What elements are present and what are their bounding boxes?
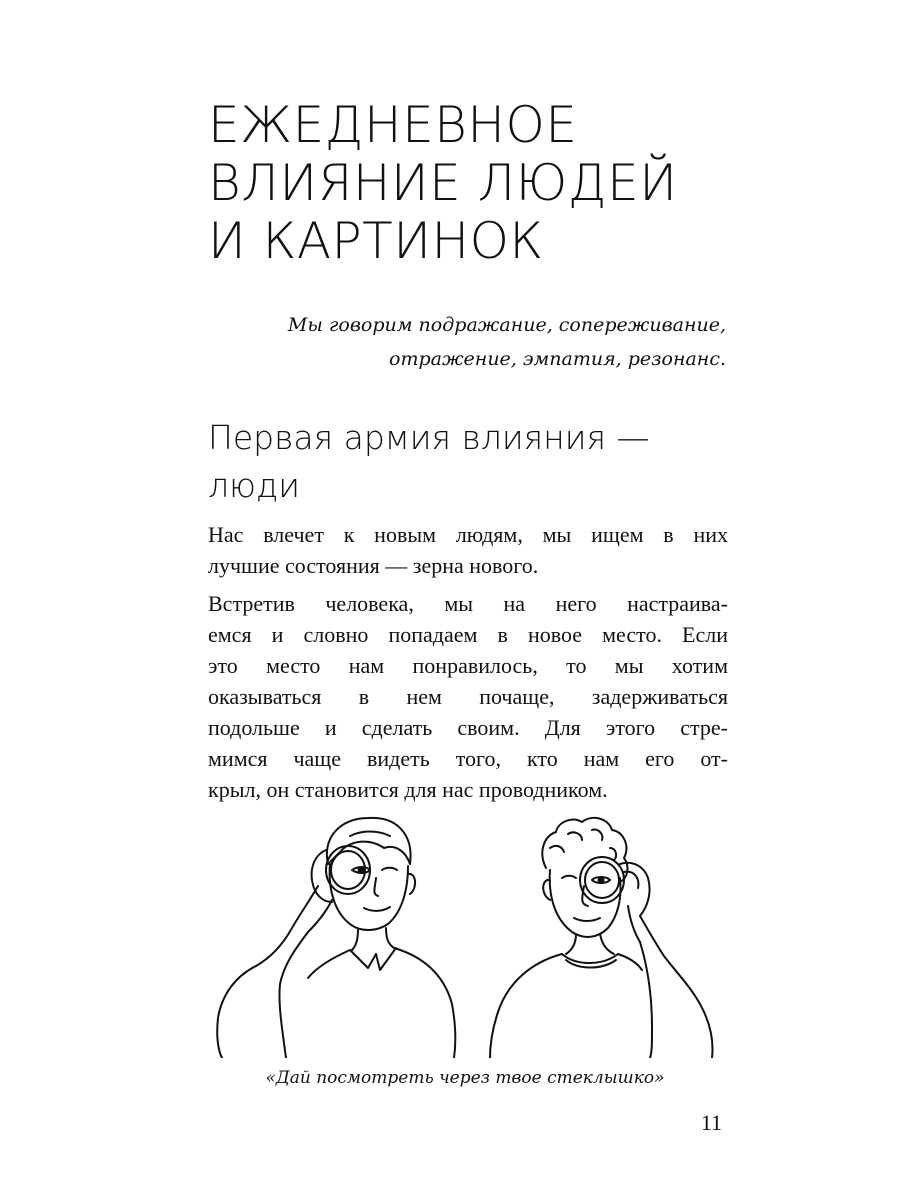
section-title-line: люди [208,466,300,505]
two-men-illustration [200,808,730,1058]
text-line: мимся чаще видеть того, кто нам его от- [208,746,728,771]
epigraph [166,308,726,376]
text-line: Встретив человека, мы на него настраива- [208,591,728,616]
right-man-figure [490,818,713,1058]
text-line: оказываться в нем почаще, задерживаться [208,684,728,709]
paragraph-1 [208,519,728,581]
chapter-title-line: ЕЖЕДНЕВНОЕ [208,96,578,154]
section-title-line: Первая армия влияния — [208,418,650,457]
epigraph-line: Мы говорим подражание, сопереживание, [287,314,726,336]
text-line: крыл, он становится для нас проводником. [208,777,608,802]
chapter-title-line: И КАРТИНОК [208,212,544,270]
epigraph-line: отражение, эмпатия, резонанс. [389,348,726,370]
illustration-caption: «Дай посмотреть через твое стеклышко» [265,1068,665,1088]
text-line: подольше и сделать своим. Для этого стре- [208,715,728,740]
paragraph-2 [208,588,728,805]
text-line: лучшие состояния — зерна нового. [208,553,539,578]
chapter-title-line: ВЛИЯНИЕ ЛЮДЕЙ [208,154,678,212]
left-man-figure [217,818,455,1058]
section-title [208,414,728,510]
chapter-title [208,96,808,270]
page-number: 11 [700,1110,722,1135]
text-line: Нас влечет к новым людям, мы ищем в них [208,522,728,547]
text-line: емся и словно попадаем в новое место. Если [208,622,728,647]
body-text [208,519,728,812]
text-line: это место нам понравилось, то мы хотим [208,653,728,678]
